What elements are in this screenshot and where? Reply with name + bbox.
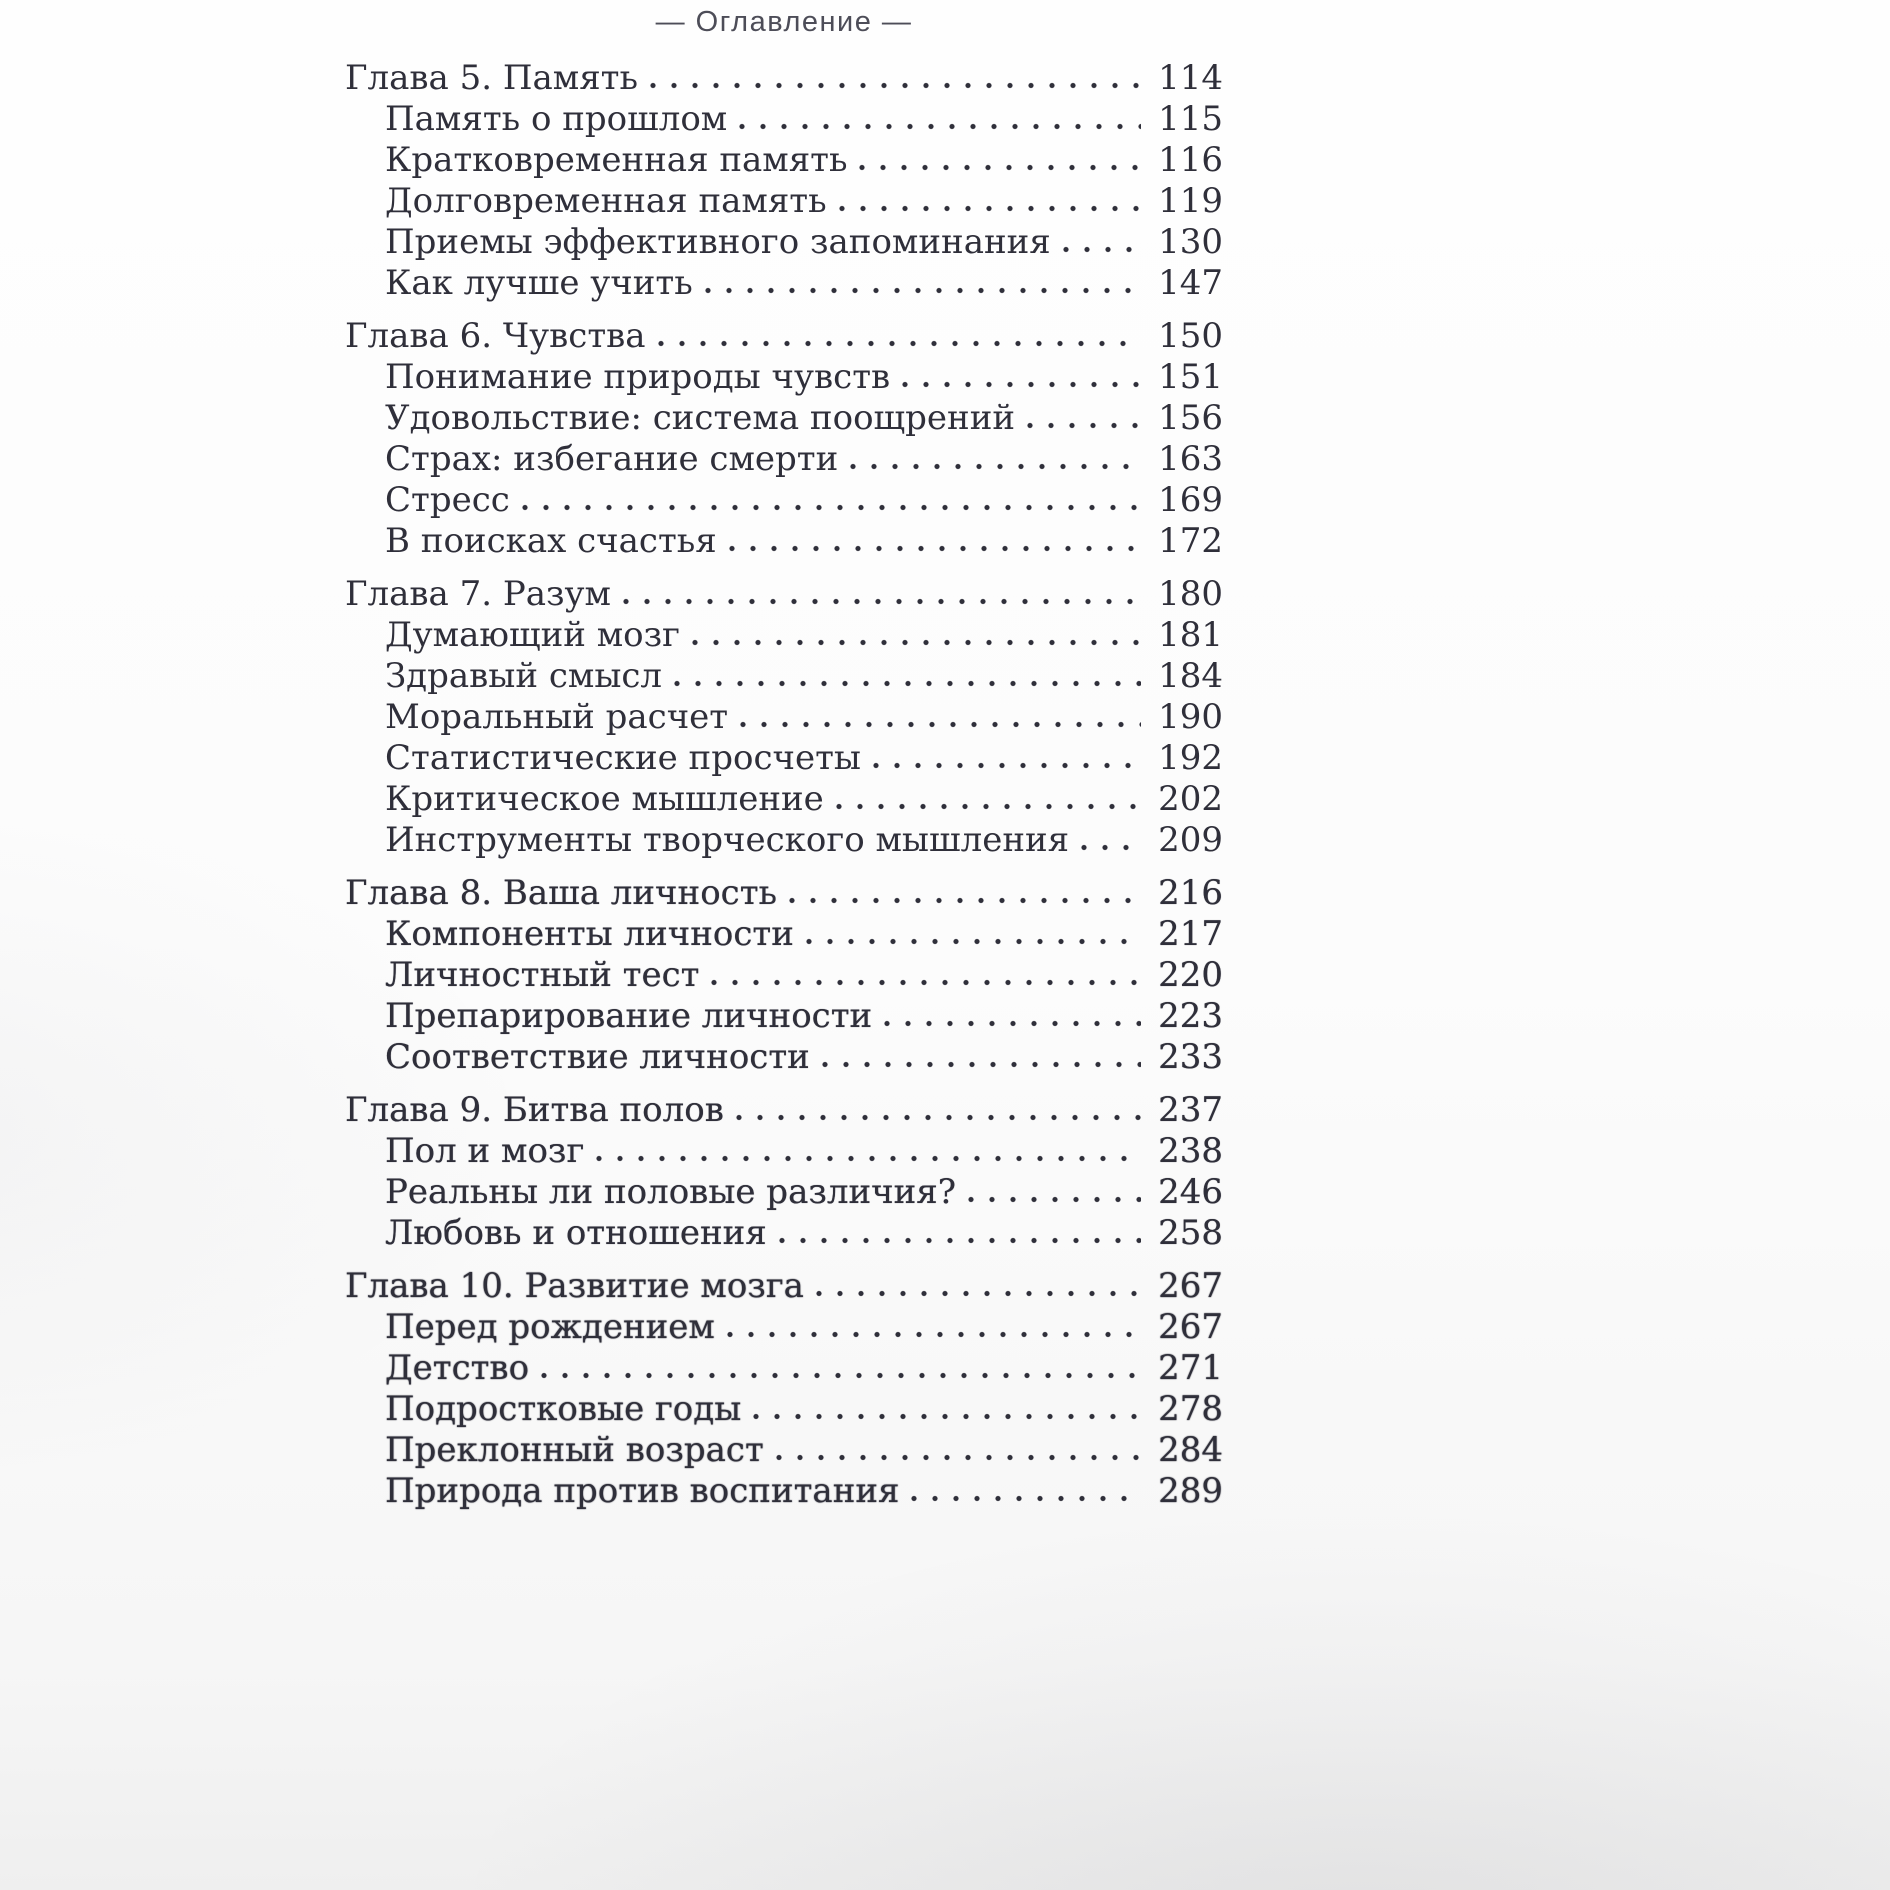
dot-leader	[873, 762, 1141, 769]
dot-leader	[692, 639, 1141, 646]
toc-entry-page: 258	[1158, 1213, 1223, 1253]
toc-entry-label: Природа против воспитания	[385, 1471, 900, 1511]
toc-entry	[345, 521, 1223, 562]
dot-leader	[911, 1495, 1141, 1502]
toc-entry-page: 233	[1158, 1037, 1223, 1077]
toc-entry	[345, 140, 1223, 181]
dot-leader	[753, 1413, 1141, 1420]
toc-entry-label: Долговременная память	[385, 181, 827, 221]
toc-entry-page: 172	[1158, 521, 1223, 561]
dot-leader	[1081, 844, 1141, 851]
toc-entry-label: Глава 7. Разум	[345, 574, 611, 614]
toc-entry-page: 238	[1158, 1131, 1223, 1171]
toc-entry	[345, 656, 1223, 697]
toc-entry	[345, 697, 1223, 738]
toc-entry	[345, 181, 1223, 222]
dot-leader	[836, 803, 1141, 810]
toc-entry-page: 163	[1158, 439, 1223, 479]
toc-entry	[345, 574, 1223, 615]
toc-entry	[345, 480, 1223, 521]
toc-entry	[345, 1348, 1223, 1389]
toc-entry-page: 220	[1158, 955, 1223, 995]
toc-entry-page: 151	[1158, 357, 1223, 397]
toc-entry-page: 289	[1158, 1471, 1223, 1511]
dot-leader	[522, 504, 1141, 511]
toc-entry-label: Преклонный возраст	[385, 1430, 764, 1470]
toc-entry-label: Приемы эффективного запоминания	[385, 222, 1051, 262]
toc-entry	[345, 1430, 1223, 1471]
dot-leader	[740, 721, 1141, 728]
toc-entry-label: Любовь и отношения	[385, 1213, 767, 1253]
toc-entry-label: Понимание природы чувств	[385, 357, 891, 397]
toc-entry-page: 202	[1158, 779, 1223, 819]
toc-entry	[345, 1131, 1223, 1172]
dot-leader	[623, 598, 1141, 605]
toc-entry	[345, 263, 1223, 304]
toc-entry-label: Подростковые годы	[385, 1389, 742, 1429]
toc-entry-label: Глава 10. Развитие мозга	[345, 1266, 804, 1306]
toc-entry-page: 209	[1158, 820, 1223, 860]
dot-leader	[1063, 246, 1141, 253]
toc-entry-label: Здравый смысл	[385, 656, 663, 696]
toc-entry	[345, 955, 1223, 996]
toc-entry-page: 278	[1158, 1389, 1223, 1429]
toc-entry	[345, 1266, 1223, 1307]
dot-leader	[739, 123, 1141, 130]
toc-entry-page: 130	[1158, 222, 1223, 262]
toc-entry-page: 114	[1158, 58, 1223, 98]
dot-leader	[1027, 422, 1141, 429]
toc-entry-page: 216	[1158, 873, 1223, 913]
toc-entry-label: Моральный расчет	[385, 697, 729, 737]
dot-leader	[596, 1155, 1141, 1162]
toc-entry-label: Критическое мышление	[385, 779, 824, 819]
dot-leader	[884, 1020, 1141, 1027]
toc-entry-page: 267	[1158, 1266, 1223, 1306]
toc-entry-label: Пол и мозг	[385, 1131, 585, 1171]
toc-entry	[345, 58, 1223, 99]
dot-leader	[674, 680, 1141, 687]
toc-entry	[345, 1090, 1223, 1131]
toc-entry	[345, 1471, 1223, 1512]
toc-entry	[345, 1389, 1223, 1430]
toc-entry-page: 181	[1158, 615, 1223, 655]
dot-leader	[789, 897, 1141, 904]
toc-entry-label: Глава 9. Битва полов	[345, 1090, 724, 1130]
toc-entry-label: Препарирование личности	[385, 996, 873, 1036]
toc-entry-label: Реальны ли половые различия?	[385, 1172, 956, 1212]
toc-entry	[345, 439, 1223, 480]
dot-leader	[729, 545, 1141, 552]
toc-entry-page: 246	[1158, 1172, 1223, 1212]
toc-entry-label: Соответствие личности	[385, 1037, 810, 1077]
toc-entry	[345, 1213, 1223, 1254]
dot-leader	[822, 1061, 1141, 1068]
dot-leader	[779, 1237, 1141, 1244]
toc-entry-label: Стресс	[385, 480, 510, 520]
toc-entry	[345, 820, 1223, 861]
toc-entry-label: Память о прошлом	[385, 99, 728, 139]
toc-entry-label: Думающий мозг	[385, 615, 680, 655]
toc-entry-page: 217	[1158, 914, 1223, 954]
toc-entry-page: 150	[1158, 316, 1223, 356]
dot-leader	[839, 205, 1141, 212]
toc-entry-label: Удовольствие: система поощрений	[385, 398, 1016, 438]
toc-entry-page: 180	[1158, 574, 1223, 614]
toc-entry-page: 156	[1158, 398, 1223, 438]
toc-entry-label: Детство	[385, 1348, 530, 1388]
toc-entry	[345, 615, 1223, 656]
toc-entry	[345, 316, 1223, 357]
dot-leader	[658, 340, 1141, 347]
dot-leader	[850, 463, 1141, 470]
toc-entry	[345, 996, 1223, 1037]
dot-leader	[711, 979, 1141, 986]
page-title: — Оглавление —	[655, 6, 913, 38]
toc-entry	[345, 1307, 1223, 1348]
toc-entry	[345, 779, 1223, 820]
toc-entry-page: 147	[1158, 263, 1223, 303]
dot-leader	[859, 164, 1141, 171]
toc-entry-page: 184	[1158, 656, 1223, 696]
toc-entry-page: 237	[1158, 1090, 1223, 1130]
toc-entry-label: В поисках счастья	[385, 521, 717, 561]
dot-leader	[727, 1331, 1141, 1338]
dot-leader	[541, 1372, 1141, 1379]
toc-entry-page: 116	[1158, 140, 1223, 180]
dot-leader	[650, 82, 1141, 89]
toc-entry	[345, 873, 1223, 914]
dot-leader	[816, 1290, 1141, 1297]
toc-entry-label: Как лучше учить	[385, 263, 693, 303]
toc-entry-page: 119	[1158, 181, 1223, 221]
toc-entry-page: 192	[1158, 738, 1223, 778]
toc-entry-label: Статистические просчеты	[385, 738, 861, 778]
toc-entry	[345, 357, 1223, 398]
dot-leader	[968, 1196, 1141, 1203]
toc-entry-page: 271	[1158, 1348, 1223, 1388]
toc-entry-label: Глава 5. Память	[345, 58, 638, 98]
toc-entry-label: Инструменты творческого мышления	[385, 820, 1070, 860]
toc-entry	[345, 1037, 1223, 1078]
toc-entry-page: 190	[1158, 697, 1223, 737]
toc-entry-label: Глава 6. Чувства	[345, 316, 646, 356]
dot-leader	[902, 381, 1141, 388]
toc-entry	[345, 914, 1223, 955]
toc-entry-label: Компоненты личности	[385, 914, 794, 954]
toc-entry-label: Личностный тест	[385, 955, 700, 995]
toc-entry	[345, 738, 1223, 779]
toc-entry	[345, 99, 1223, 140]
toc-entry-label: Страх: избегание смерти	[385, 439, 839, 479]
toc-entry-page: 284	[1158, 1430, 1223, 1470]
toc-entry-label: Глава 8. Ваша личность	[345, 873, 778, 913]
toc-entry	[345, 1172, 1223, 1213]
toc-entry-page: 267	[1158, 1307, 1223, 1347]
dot-leader	[776, 1454, 1141, 1461]
toc-entry-page: 223	[1158, 996, 1223, 1036]
dot-leader	[705, 287, 1141, 294]
dot-leader	[736, 1114, 1141, 1121]
toc-entry-label: Перед рождением	[385, 1307, 715, 1347]
toc-entry	[345, 222, 1223, 263]
toc-entry-page: 169	[1158, 480, 1223, 520]
toc-entry-label: Кратковременная память	[385, 140, 848, 180]
toc-entry-page: 115	[1158, 99, 1223, 139]
dot-leader	[806, 938, 1141, 945]
toc-list	[345, 58, 1223, 1512]
toc-entry	[345, 398, 1223, 439]
